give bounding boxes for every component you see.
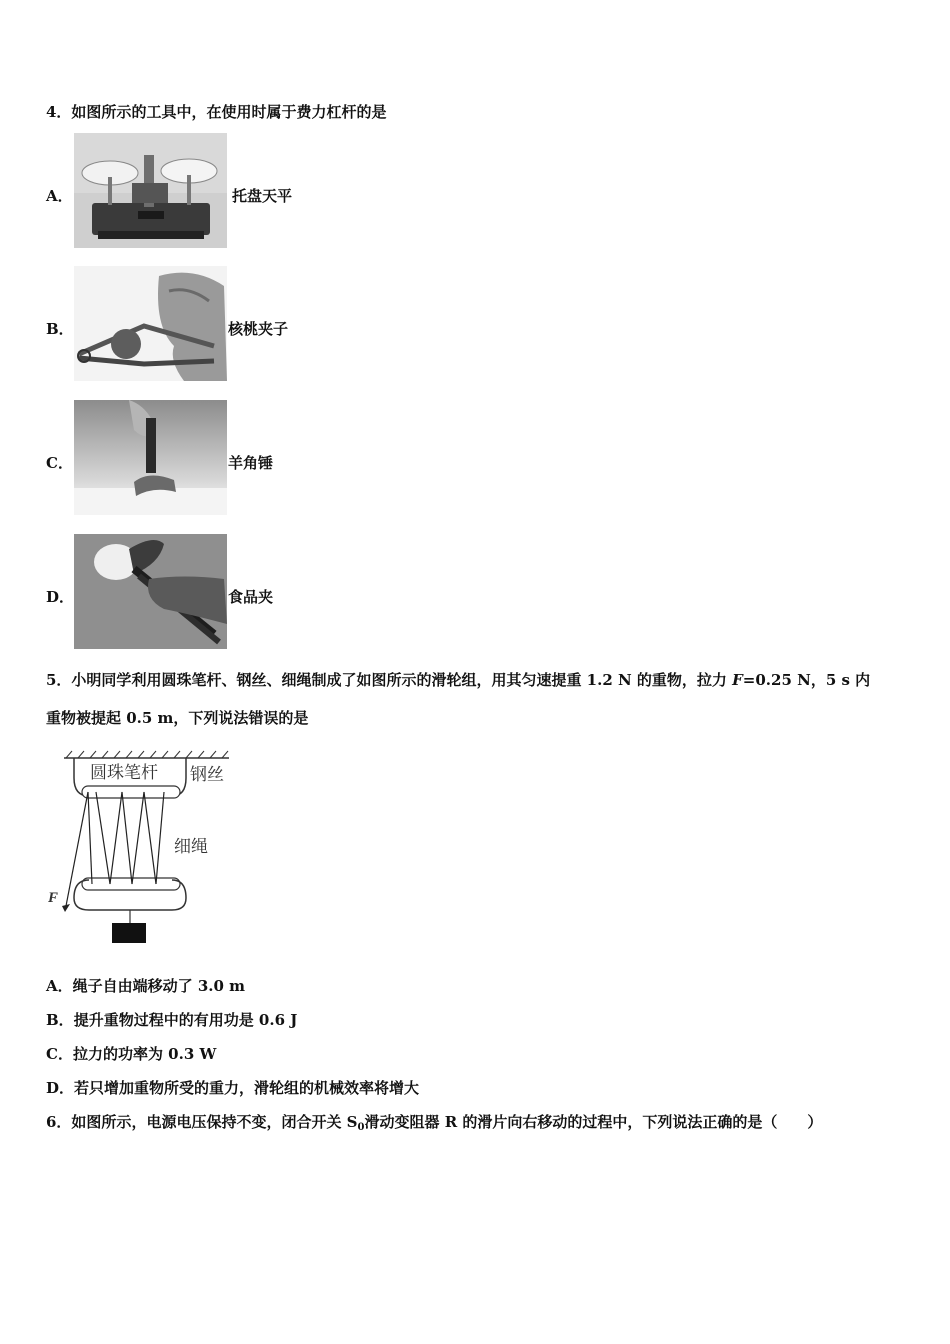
balance-scale-photo xyxy=(74,133,227,248)
q5-stem-part1: 5．小明同学利用圆珠笔杆、钢丝、细绳制成了如图所示的滑轮组，用其匀速提重 1.2 N 的重物，拉力 xyxy=(46,671,733,689)
q4-option-d-caption: 食品夹 xyxy=(228,588,274,606)
q5-option-b-text: 提升重物过程中的有用功是 0.6 J xyxy=(73,1011,298,1029)
q4-option-a-caption: 托盘天平 xyxy=(232,187,293,205)
q6-stem-part1: 6．如图所示，电源电压保持不变，闭合开关 S xyxy=(46,1113,358,1131)
q4-stem: 4．如图所示的工具中，在使用时属于费力杠杆的是 xyxy=(46,103,387,121)
q6-stem-subscript: 0 xyxy=(357,1122,365,1133)
q5-option-c-text: 拉力的功率为 0.3 W xyxy=(72,1045,217,1063)
q6-stem-part2: 滑动变阻器 R 的滑片向右移动的过程中，下列说法正确的是（ ） xyxy=(364,1113,823,1131)
label-fine-rope: 细绳 xyxy=(174,837,208,857)
q5-option-a-letter: A． xyxy=(46,977,73,995)
q4-option-c-caption: 羊角锤 xyxy=(228,454,274,472)
q4-option-c-letter: C． xyxy=(46,454,73,472)
q5-option-a xyxy=(46,976,245,996)
q5-option-a-text: 绳子自由端移动了 3.0 m xyxy=(72,977,246,995)
label-ballpoint-pen: 圆珠笔杆 xyxy=(90,763,158,783)
pulley-diagram xyxy=(44,748,244,948)
q5-option-d xyxy=(46,1078,419,1098)
q5-option-b-letter: B． xyxy=(46,1011,74,1029)
q5-stem-force-symbol: F xyxy=(732,671,743,689)
label-force: F xyxy=(48,890,59,906)
q5-stem-line2: 重物被提起 0.5 m，下列说法错误的是 xyxy=(46,709,309,727)
q5-stem-part2: =0.25 N，5 s 内 xyxy=(742,671,871,689)
label-steel-wire: 钢丝 xyxy=(190,765,224,785)
q5-option-b xyxy=(46,1010,297,1030)
q4-option-b-letter: B． xyxy=(46,320,74,338)
q5-option-c xyxy=(46,1044,216,1064)
q5-option-c-letter: C． xyxy=(46,1045,73,1063)
q5-option-d-letter: D． xyxy=(46,1079,75,1097)
q5-option-d-text: 若只增加重物所受的重力，滑轮组的机械效率将增大 xyxy=(74,1079,420,1097)
nutcracker-photo xyxy=(74,266,227,381)
q6-stem xyxy=(46,1112,822,1138)
claw-hammer-photo xyxy=(74,400,227,515)
q4-option-d-letter: D． xyxy=(46,588,75,606)
food-tongs-photo xyxy=(74,534,227,649)
q4-option-a-letter: A． xyxy=(46,187,73,205)
q4-option-b-caption: 核桃夹子 xyxy=(228,320,289,338)
q5-stem-line1 xyxy=(46,670,870,690)
